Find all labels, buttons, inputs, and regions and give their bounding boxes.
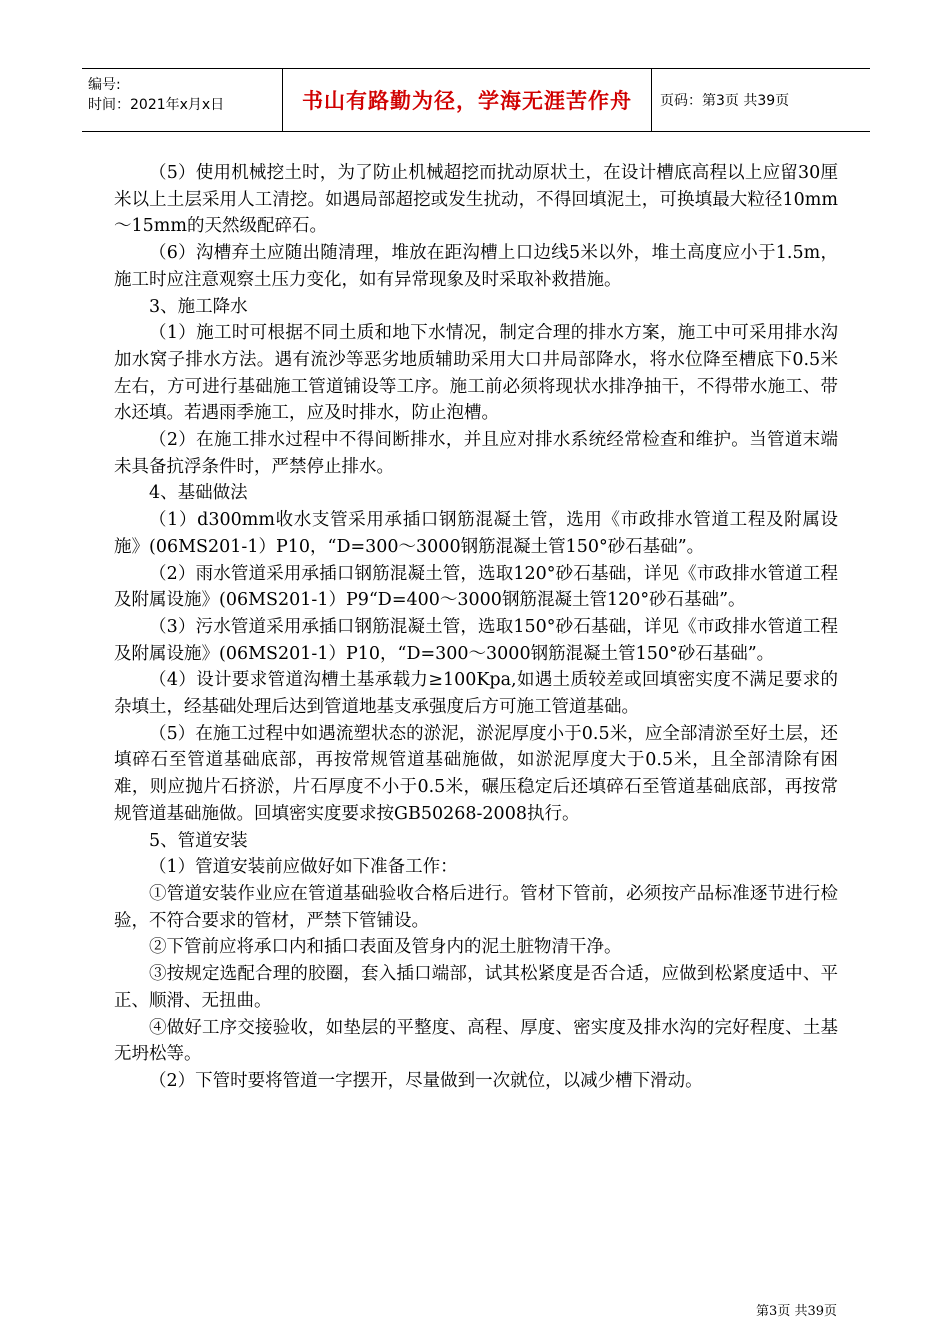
header-meta [82,69,282,131]
paragraph: （1）施工时可根据不同土质和地下水情况，制定合理的排水方案，施工中可采用排水沟加水窝子排水方法。遇有流沙等恶劣地质辅助采用大口井局部降水，将水位降至槽底下0.5米左右，方可进行基础施工管道铺设等工序。施工前必须将现状水排净抽干，不得带水施工、带水还填。若遇雨季施工，应及时排水，防止泡槽。 [114,323,838,424]
section-heading: 5、管道安装 [149,830,248,851]
paragraph: （2）在施工排水过程中不得间断排水，并且应对排水系统经常检查和维护。当管道末端未具备抗浮条件时，严禁停止排水。 [114,430,838,477]
page-footer: 第3页 共39页 [756,1304,837,1319]
page-header [82,68,870,132]
header-motto: 书山有路勤为径，学海无涯苦作舟 [302,89,632,113]
header-page-number: 页码：第3页 共39页 [660,93,790,109]
document-body [114,160,838,1095]
list-item: ③按规定选配合理的胶圈，套入插口端部，试其松紧度是否合适，应做到松紧度适中、平正、顺滑、无扭曲。 [114,964,838,1011]
paragraph: （1）管道安装前应做好如下准备工作： [149,857,458,878]
document-time-label: 时间：2021年x月x日 [88,97,225,113]
list-item: ①管道安装作业应在管道基础验收合格后进行。管材下管前，必须按产品标准逐节进行检验，不符合要求的管材，严禁下管铺设。 [114,883,838,931]
paragraph: （2）下管时要将管道一字摆开，尽量做到一次就位，以减少槽下滑动。 [149,1070,703,1091]
paragraph: （5）使用机械挖土时，为了防止机械超挖而扰动原状土，在设计槽底高程以上应留30厘米以上土层采用人工清挖。如遇局部超挖或发生扰动，不得回填泥土，可换填最大粒径10mm～15mm的天然级配碎石。 [114,163,838,237]
header-motto-cell [282,69,652,131]
list-item: ②下管前应将承口内和插口表面及管身内的泥土脏物清干净。 [149,937,622,958]
document-number-label: 编号: [88,77,121,93]
section-heading: 3、施工降水 [149,296,248,317]
paragraph: （4）设计要求管道沟槽土基承载力≥100Kpa,如遇土质较差或回填密实度不满足要求的杂填土，经基础处理后达到管道地基支承强度后方可施工管道基础。 [114,670,838,718]
list-item: ④做好工序交接验收，如垫层的平整度、高程、厚度、密实度及排水沟的完好程度、土基无坍松等。 [114,1017,838,1065]
paragraph: （1）d300mm收水支管采用承插口钢筋混凝土管，选用《市政排水管道工程及附属设施》(06MS201-1）P10，“D=300～3000钢筋混凝土管150°砂石基础”。 [114,510,838,557]
paragraph: （6）沟槽弃土应随出随清理，堆放在距沟槽上口边线5米以外，堆土高度应小于1.5m，施工时应注意观察土压力变化，如有异常现象及时采取补救措施。 [114,243,838,290]
header-page-cell [652,69,870,131]
section-heading: 4、基础做法 [149,483,248,504]
paragraph: （3）污水管道采用承插口钢筋混凝土管，选取150°砂石基础，详见《市政排水管道工程及附属设施》(06MS201-1）P10，“D=300～3000钢筋混凝土管150°砂石基础”。 [114,616,838,664]
paragraph: （5）在施工过程中如遇流塑状态的淤泥，淤泥厚度小于0.5米，应全部清淤至好土层，还填碎石至管道基础底部，再按常规管道基础施做，如淤泥厚度大于0.5米，且全部清除有困难，则应抛片石挤淤，片石厚度不小于0.5米，碾压稳定后还填碎石至管道基础底部，再按常规管道基础施做。回填密实度要求按GB50268-2008执行。 [114,723,838,824]
paragraph: （2）雨水管道采用承插口钢筋混凝土管，选取120°砂石基础，详见《市政排水管道工程及附属设施》(06MS201-1）P9“D=400～3000钢筋混凝土管120°砂石基础”。 [114,563,838,611]
